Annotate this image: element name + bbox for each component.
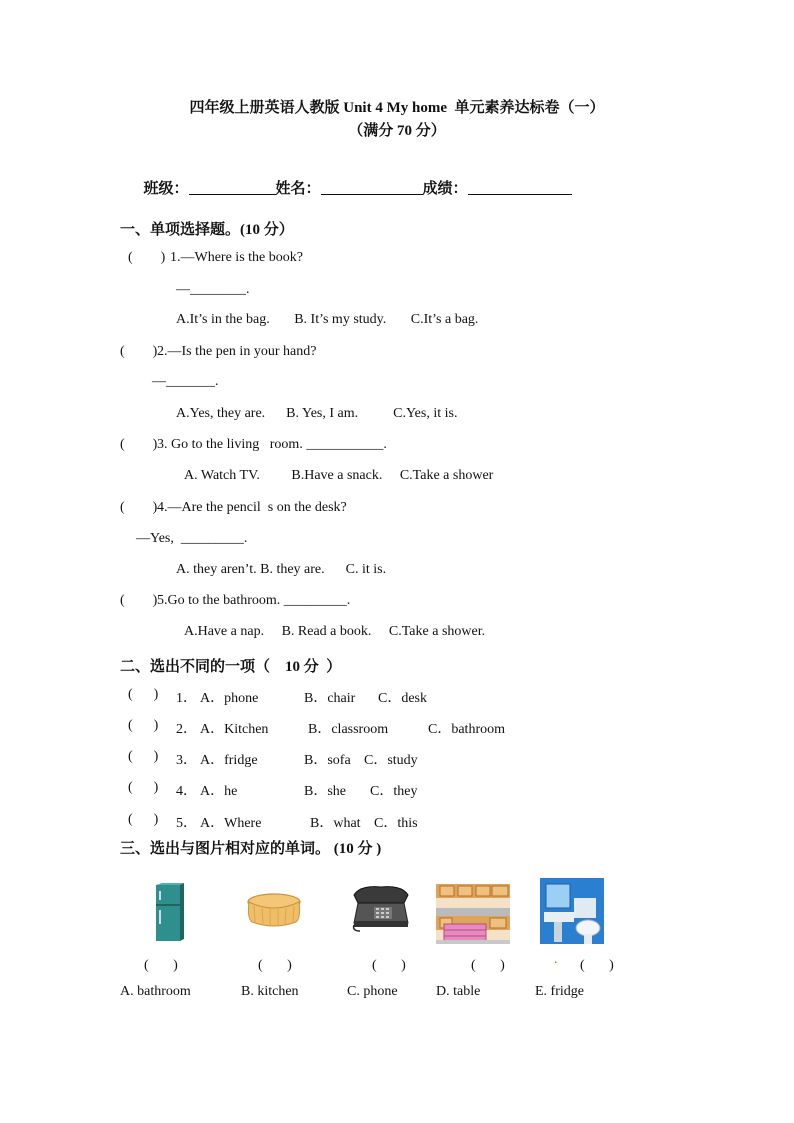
s2-item2-num: 2． [176,722,197,737]
pic2-answer-paren[interactable]: ( ) [258,958,292,973]
bathroom-icon [540,878,604,944]
section2-heading: 二、选出不同的一项（ 10 分 ） [120,659,342,675]
s2-item2-c: C．bathroom [428,722,505,737]
section3-heading: 三、选出与图片相对应的单词。 (10 分 ) [120,841,382,857]
pic1-answer-paren[interactable]: ( ) [144,958,178,973]
page-subtitle: （满分 70 分） [348,123,446,139]
q2-answer-paren[interactable]: ( ) [120,344,158,359]
q2-stem: 2.—Is the pen in your hand? [157,344,317,359]
s2-item5-paren[interactable]: ( ) [128,812,159,827]
word-option-e: E. fridge [535,984,584,999]
s2-item3-c: C．study [364,753,418,768]
s2-item3-num: 3． [176,753,197,768]
s2-item5-a: A．Where [200,816,262,831]
q1-options: A.It’s in the bag. B. It’s my study. C.It’s a bag. [176,312,479,327]
q5-stem: 5.Go to the bathroom. _________. [157,593,351,608]
pic3-answer-paren[interactable]: ( ) [372,958,406,973]
q1-stem: 1.—Where is the book? [170,250,303,265]
s2-item4-num: 4． [176,784,197,799]
s2-item1-num: 1． [176,691,197,706]
score-field[interactable] [468,180,572,195]
pic5-answer-paren[interactable]: ( ) [580,958,614,973]
score-label: 成绩： [422,181,468,197]
class-label: 班级： [143,181,189,197]
q4-stem: 4.—Are the pencil s on the desk? [157,500,347,515]
pic4-answer-paren[interactable]: ( ) [471,958,505,973]
s2-item5-c: C．this [374,816,418,831]
word-option-c: C. phone [347,984,398,999]
word-option-a: A. bathroom [120,984,191,999]
s2-item4-c: C．they [370,784,418,799]
q3-answer-paren[interactable]: ( ) [120,437,158,452]
s2-item4-b: B．she [304,784,346,799]
q2-options: A.Yes, they are. B. Yes, I am. C.Yes, it is. [176,406,458,421]
page-title: 四年级上册英语人教版 Unit 4 My home 单元素养达标卷（一） [189,100,605,116]
s2-item1-c: C．desk [378,691,427,706]
s2-item3-paren[interactable]: ( ) [128,749,159,764]
q2-answer-line: —_______. [152,374,219,389]
q1-answer-line: —________. [176,282,250,297]
stray-dot: . [554,952,558,967]
s2-item5-num: 5． [176,816,197,831]
fridge-icon [150,883,186,943]
class-field[interactable] [189,180,276,195]
word-option-d: D. table [436,984,481,999]
s2-item5-b: B．what [310,816,361,831]
s2-item3-b: B．sofa [304,753,351,768]
section1-heading: 一、单项选择题。(10 分） [120,222,294,238]
s2-item2-b: B．classroom [308,722,389,737]
word-option-b: B. kitchen [241,984,299,999]
q4-answer-paren[interactable]: ( ) [120,500,158,515]
s2-item2-a: A．Kitchen [200,722,269,737]
s2-item2-paren[interactable]: ( ) [128,718,159,733]
name-field[interactable] [321,180,423,195]
q5-options: A.Have a nap. B. Read a book. C.Take a shower. [184,624,486,639]
s2-item1-paren[interactable]: ( ) [128,687,159,702]
q4-answer-line: —Yes, _________. [136,531,248,546]
q1-answer-paren[interactable]: ( ) [128,250,166,265]
name-label: 姓名： [275,181,321,197]
student-info-line [136,160,572,198]
kitchen-icon [436,884,510,944]
q5-answer-paren[interactable]: ( ) [120,593,158,608]
s2-item3-a: A．fridge [200,753,258,768]
q3-stem: 3. Go to the living room. ___________. [157,437,387,452]
s2-item1-b: B．chair [304,691,356,706]
q4-options: A. they aren’t. B. they are. C. it is. [176,562,387,577]
q3-options: A. Watch TV. B.Have a snack. C.Take a shower [184,468,494,483]
table-icon [244,892,304,930]
s2-item1-a: A．phone [200,691,259,706]
s2-item4-a: A．he [200,784,238,799]
phone-icon [350,883,412,933]
s2-item4-paren[interactable]: ( ) [128,780,159,795]
